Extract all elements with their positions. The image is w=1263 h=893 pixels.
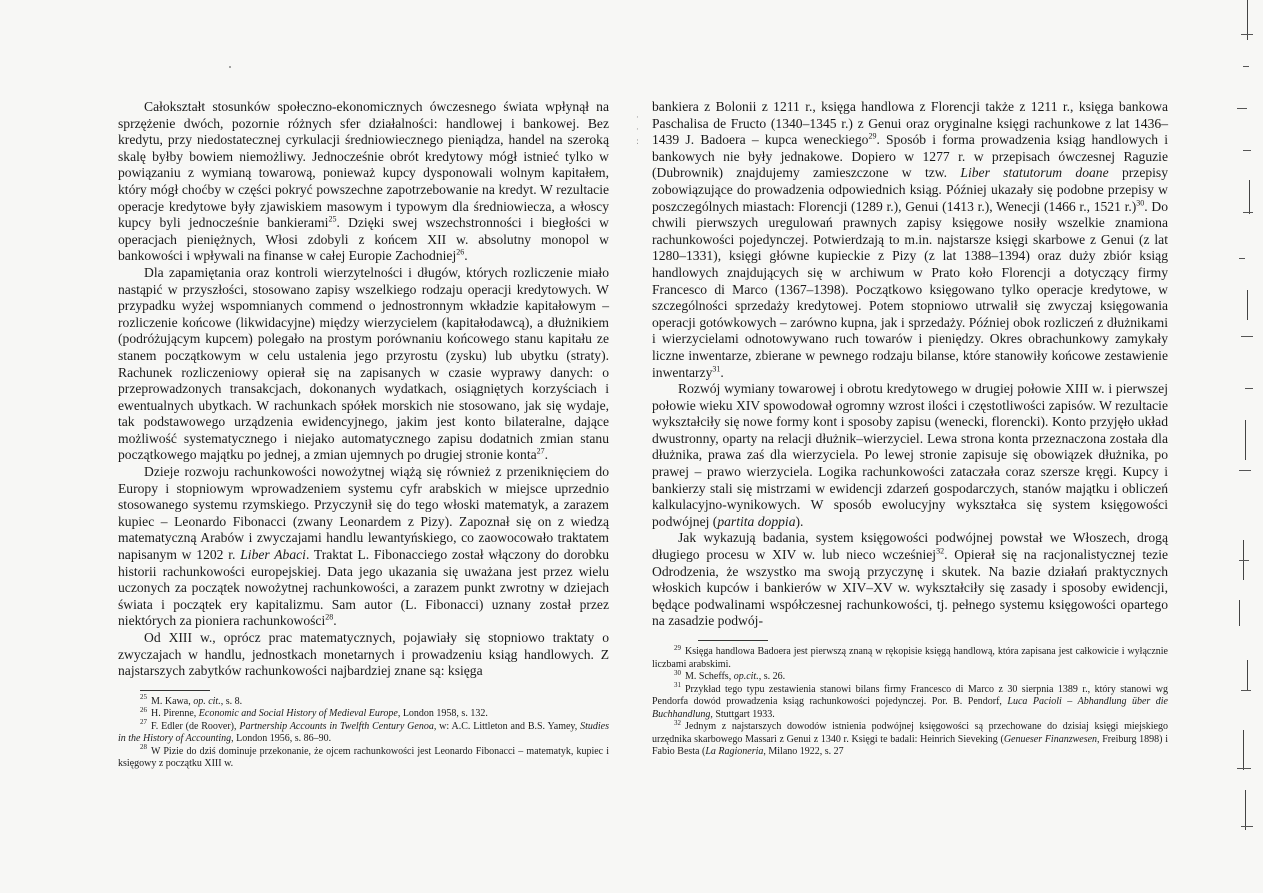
paragraph — [652, 99, 1168, 381]
footnote-ref: 29 — [868, 131, 877, 141]
right-page — [652, 99, 1168, 759]
left-body — [118, 99, 609, 680]
italic-title: Genueser Finanzwesen — [1003, 733, 1098, 745]
italic-title: Partnership Accounts in Twelfth Century Genoa — [239, 720, 434, 732]
text-run: . — [544, 447, 549, 463]
text-run: M. Scheffs, — [685, 671, 734, 682]
footnote-ref: 27 — [536, 446, 545, 456]
italic-title: Studies in the History of Accounting — [118, 720, 610, 745]
italic-title: Liber statutorum doane — [960, 165, 1109, 181]
paragraph — [118, 464, 609, 630]
footnote-ref: 28 — [325, 612, 334, 622]
text-run: , Freiburg 1898) i Fabio Besta ( — [652, 733, 1168, 757]
italic-title: La Ragioneria — [705, 746, 764, 757]
footnote-number: 31 — [674, 681, 681, 690]
text-run: H. Pirenne, — [151, 708, 199, 720]
left-page — [118, 99, 609, 771]
text-run: , s. 26. — [758, 671, 786, 682]
text-run: Rozwój wymiany towarowej i obrotu kredytowego w drugiej połowie XIII w. i pierwszej połowie wieku XIV spowodował ogromny wzrost ilości i częstotliwości zapisów. W rezultacie wykształciły się nowe formy kont i sposoby zapisu (wenecki, florencki). Konto przyjęło układ dwustronny, oparty na relacji dłużnik–wierzyciel. Lewa strona konta przeznaczona została dla dłużnika, prawa zaś dla wierzyciela. Po lewej stronie zapisuje się obowiązek dłużnika, po prawej – prawo wierzyciela. Logika rachunkowości zataczała coraz szersze kręgi. Kupcy i bankierzy stali się mistrzami w ewidencji zdarzeń gospodarczych, stanów majątku i obliczeń kalkulacyjno-wynikowych. W sposób ewolucyjny wykształca się system księgowości podwójnej ( — [652, 381, 1168, 529]
footnote-rule — [140, 690, 210, 691]
gutter-marks: · · : — [636, 113, 640, 147]
text-run: . — [464, 248, 468, 264]
text-run: . Dzięki swej wszechstronności i biegłości w operacjach pieniężnych, Włosi zdobyli z końcem XII w. absolutny monopol w bankowości i wpływali na finanse w całej Europie Zachodniej — [118, 215, 609, 264]
paragraph — [652, 530, 1168, 630]
right-footnotes — [652, 643, 1168, 759]
text-run: Dzieje rozwoju rachunkowości nowożytnej wiążą się również z przeniknięciem do Europy i stopniowym wprowadzeniem systemu cyfr arabskich w miejsce uprzednio stosowanego systemu rzymskiego. Przyczynił się do tego włoski matematyk, a zarazem kupiec – Leonardo Fibonacci (zwany Leonardem z Pizy). Zapoznał się on z wiedzą matematyczną Arabów i zwyczajami handlu lewantyńskiego, co zaowocowało traktatem napisanym w 1202 r. — [118, 464, 609, 563]
text-run: W Pizie do dziś dominuje przekonanie, że ojcem rachunkowości jest Leonardo Fibonacci – matematyk, kupiec i księgowy z początku XIII w. — [118, 745, 609, 770]
italic-title: Liber Abaci — [240, 547, 306, 563]
scan-speck — [229, 66, 231, 68]
text-run: Jak wykazują badania, system księgowości podwójnej powstał we Włoszech, drogą długiego procesu w XIV w. lub nieco wcześniej — [652, 530, 1168, 563]
italic-title: Economic and Social History of Medieval Europe — [198, 708, 398, 720]
footnote — [118, 718, 610, 746]
left-footnotes — [118, 693, 610, 771]
footnote-number: 26 — [140, 705, 147, 714]
footnote-ref: 25 — [328, 214, 337, 224]
text-run: F. Edler (de Roover), — [151, 720, 240, 732]
footnote-number: 25 — [140, 693, 147, 702]
text-run: Jednym z najstarszych dowodów istnienia podwójnej księgowości są przechowane do dzisiaj księgi miejskiego urzędnika skarbowego Massari z Genui z 1340 r. Księgi te badali: Heinrich Sieveking ( — [652, 721, 1168, 745]
text-run: Całokształt stosunków społeczno-ekonomicznych ówczesnego świata wpłynął na sprzężenie dwóch, pozornie różnych sfer działalności: handlowej i bankowej. Bez kredytu, przy niedostatecznej cyrkulacji średniowiecznego pieniądza, handel na szeroką skalę byłby bowiem niemożliwy. Jednocześnie obrót kredytowy mógł istnieć tylko w powiązaniu z wymianą towarową, ponieważ kupcy dysponowali wolnym kapitałem, który mógł choćby w części pokryć powszechne zapotrzebowanie na kredyt. W rezultacie operacje kredytowe były zjawiskiem masowym i typowym dla średniowiecza, a włoscy kupcy byli jednocześnie bankierami — [118, 99, 609, 231]
footnote — [118, 743, 609, 771]
text-run: Dla zapamiętania oraz kontroli wierzytelności i długów, których rozliczenie miało nastąpić w przyszłości, stosowano zapisy wszelkiego rodzaju operacji kredytowych. W przypadku wyżej wspomnianych commend o jednostronnym wkładzie kapitałowym – rozliczenie końcowe (likwidacyjne) między wierzycielem (kapitałodawcą), a dłużnikiem (podróżującym kupcem) polegało na prostym porównaniu końcowego stanu kapitału ze stanem początkowym w celu ustalenia jego przyrostu (zysku) lub ubytku (straty). Rachunek rozliczeniowy opierał się na zapisanych w czasie wyprawy danych: o przeprowadzonych transakcjach, dokonanych wydatkach, osiągniętych korzyściach i ewentualnych ubytkach. W rachunkach spółek morskich nie stosowano, jak się wydaje, tak podstawowego urządzenia ewidencyjnego, jakim jest konto bilateralne, dające możliwość systematycznego i niejako automatycznego zapisu dodatnich zmian stanu początkowego majątku po jednej, a zmian ujemnych po drugiej stronie konta — [118, 264, 609, 463]
text-run: przepisy zobowiązujące do prowadzenia odpowiednich ksiąg. Później ukazały się podobne przepisy w poszczególnych miastach: Florencji (1289 r.), Genui (1413 r.), Wenecji (1466 r., 1521 r.) — [652, 165, 1169, 214]
footnote-number: 32 — [674, 718, 681, 727]
paragraph — [118, 99, 609, 265]
text-run: . Do chwili pierwszych uregulowań prawnych zapisy księgowe nosiły wszelkie znamiona rachunkowości pojedynczej. Potwierdzają to m.in. najstarsze księgi skarbowe z Genui (z lat 1280–1331), księgi główne kupieckie z Pizy (z lat 1388–1394) oraz duży zbiór ksiąg handlowych znajdujących się w archiwum w Prato koło Florencji a dotyczący firmy Francesco di Marco (1367–1398). Początkowo księgowano tylko operacje kredytowe, w szczególności sprzedaży kredytowej. Potem stopniowo utrwalił się zwyczaj księgowania operacji gotówkowych – zarówno kupna, jak i sprzedaży. Później obok rozliczeń z dłużnikami i wierzycielami odnotowywano ruch towarów i pieniędzy. Okres obrachunkowy zamykały liczne inwentarze, zbierane w pewnego rodzaju bilanse, które stanowiły końcowe zestawienie inwentarzy — [652, 198, 1168, 380]
footnote-number: 28 — [140, 743, 147, 752]
italic-title: op. cit. — [193, 695, 221, 707]
text-run: . Traktat L. Fibonacciego został włączony do dorobku historii rachunkowości europejskiej. Data jego ukazania się uważana jest przez wielu uczonych za początek nowożytnej rachunkowości, a zarazem punkt zwrotny w dziejach świata i początek ery kapitalizmu. Sam autor (L. Fibonacci) uznany został przez niektórych za pioniera rachunkowości — [118, 547, 610, 629]
footnote — [118, 705, 609, 721]
italic-title: op.cit. — [733, 671, 759, 682]
footnote-ref: 26 — [456, 247, 465, 257]
text-run: M. Kawa, — [151, 695, 194, 707]
paragraph — [118, 630, 609, 680]
footnote — [652, 668, 1168, 684]
text-run: , London 1958, s. 132. — [397, 708, 488, 720]
footnote-ref: 32 — [936, 546, 945, 556]
text-run: Od XIII w., oprócz prac matematycznych, pojawiały się stopniowo traktaty o zwyczajach w handlu, jednostkach monetarnych i prowadzeniu ksiąg handlowych. Z najstarszych zabytków rachunkowości najbardziej znane są: księga — [118, 630, 609, 679]
text-run: bankiera z Bolonii z 1211 r., księga handlowa z Florencji także z 1211 r., księga bankowa Paschalisa de Fructo (1340–1345 r.) z Genui oraz oryginalne księgi rachunkowe z lat 1436–1439 J. Badoera – kupca weneckiego — [652, 99, 1168, 148]
text-run: Przykład tego typu zestawienia stanowi bilans firmy Francesco di Marco z 30 sierpnia 1389 r., który stanowi wg Pendorfa dowód prowadzenia ksiąg rachunkowości pojedynczej. Por. B. Pendorf, — [652, 683, 1168, 707]
text-run: . Opierał się na racjonalistycznej tezie Odrodzenia, że wszystko ma swoją przyczynę i skutek. Na bazie działań praktycznych włoskich kupców i bankierów w XIV–XV w. wykształciły się zasady i sposoby ewidencji, będące podwalinami współczesnej rachunkowości, tj. pełnego systemu księgowości opartego na zasadzie podwój- — [652, 547, 1168, 629]
text-run: , Stuttgart 1933. — [710, 708, 775, 720]
footnote — [652, 681, 1168, 722]
footnote-ref: 30 — [1136, 198, 1145, 208]
italic-title: partita doppia — [717, 513, 796, 529]
text-run: . — [333, 613, 337, 629]
footnote — [652, 643, 1168, 671]
right-body — [652, 99, 1168, 630]
paragraph — [652, 381, 1168, 530]
text-run: Księga handlowa Badoera jest pierwszą znaną w rękopisie księgą handlową, która zapisana jest całkowicie i wyłącznie liczbami arabskimi. — [652, 646, 1168, 670]
paragraph — [118, 265, 609, 464]
footnote-ref: 31 — [712, 363, 721, 373]
footnote — [652, 718, 1168, 759]
footnote-number: 30 — [674, 668, 681, 677]
footnote-number: 27 — [140, 718, 147, 727]
footnote-number: 29 — [674, 643, 681, 652]
footnote — [118, 693, 609, 709]
text-run: , Milano 1922, s. 27 — [763, 746, 844, 757]
footnote-rule — [698, 640, 768, 641]
text-run: . — [720, 364, 724, 380]
scan-edge-marks — [1203, 0, 1263, 893]
text-run: ). — [795, 513, 804, 529]
italic-title: Luca Pacioli – Abhandlung über die Buchhandlung — [652, 696, 1168, 720]
text-run: . Sposób i forma prowadzenia ksiąg handlowych i bankowych nie były jednakowe. Dopiero w 1277 r. w przepisach ówczesnej Raguzie (Dubrownik) znajdujemy zamieszczone w tzw. — [652, 132, 1168, 181]
text-run: , London 1956, s. 86–90. — [231, 733, 332, 745]
text-run: , s. 8. — [220, 695, 243, 707]
text-run: , w: A.C. Littleton and B.S. Yamey, — [433, 720, 581, 732]
